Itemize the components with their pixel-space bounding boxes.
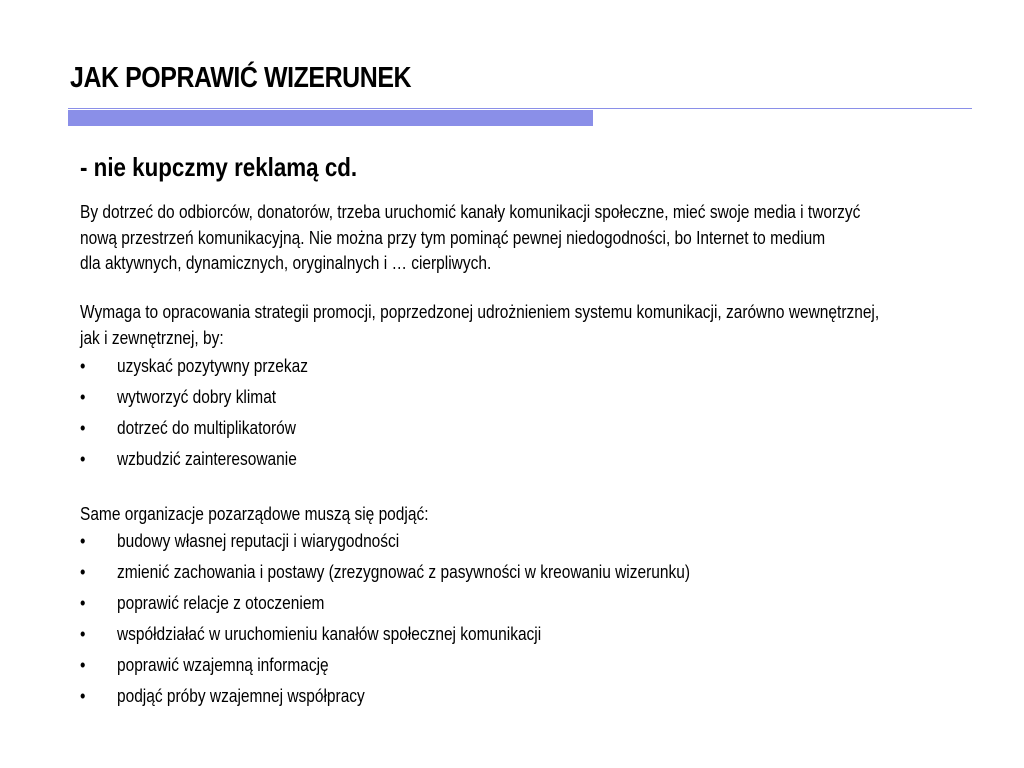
list-item-text: dotrzeć do multiplikatorów <box>116 418 296 438</box>
bullet-icon: • <box>80 449 86 469</box>
slide-title: JAK POPRAWIĆ WIZERUNEK <box>70 62 412 94</box>
list-item <box>80 619 983 650</box>
bullet-icon: • <box>80 624 86 644</box>
paragraph-line: jak i zewnętrznej, by: <box>80 327 224 348</box>
bullet-icon: • <box>80 562 86 582</box>
list-item-text: uzyskać pozytywny przekaz <box>116 356 308 376</box>
bullet-list-actions <box>80 526 983 712</box>
paragraph-ngo <box>80 502 983 528</box>
list-item <box>80 557 983 588</box>
title-accent-bar <box>68 110 593 126</box>
list-item-text: poprawić relacje z otoczeniem <box>116 593 325 613</box>
paragraph-strategy <box>80 300 983 351</box>
paragraph-line: By dotrzeć do odbiorców, donatorów, trzeba uruchomić kanały komunikacji społeczne, mieć swoje media i tworzyć <box>80 202 861 222</box>
bullet-icon: • <box>80 418 86 438</box>
paragraph-line: Wymaga to opracowania strategii promocji, poprzedzonej udrożnieniem systemu komunikacji, zarówno wewnętrznej, <box>80 302 880 322</box>
bullet-icon: • <box>80 356 86 376</box>
paragraph-intro <box>80 200 983 277</box>
paragraph-line: Same organizacje pozarządowe muszą się podjąć: <box>80 504 429 524</box>
list-item <box>80 444 983 475</box>
list-item <box>80 650 983 681</box>
title-underline <box>68 108 972 109</box>
bullet-list-goals <box>80 351 983 475</box>
list-item-text: budowy własnej reputacji i wiarygodności <box>116 531 400 551</box>
list-item-text: podjąć próby wzajemnej współpracy <box>116 686 365 706</box>
list-item-text: współdziałać w uruchomieniu kanałów społecznej komunikacji <box>116 624 542 644</box>
list-item <box>80 351 983 382</box>
list-item <box>80 526 983 557</box>
list-item <box>80 588 983 619</box>
list-item <box>80 681 983 712</box>
paragraph-line: dla aktywnych, dynamicznych, oryginalnych i … cierpliwych. <box>80 253 492 273</box>
bullet-icon: • <box>80 387 86 407</box>
list-item <box>80 382 983 413</box>
bullet-icon: • <box>80 593 86 613</box>
paragraph-line: nową przestrzeń komunikacyjną. Nie można przy tym pominąć pewnej niedogodności, bo Internet to medium <box>80 227 826 248</box>
list-item-text: wzbudzić zainteresowanie <box>116 449 297 469</box>
slide-subtitle: - nie kupczmy reklamą cd. <box>80 152 358 182</box>
bullet-icon: • <box>80 531 86 551</box>
list-item-text: poprawić wzajemną informację <box>116 655 329 675</box>
list-item-text: wytworzyć dobry klimat <box>116 387 277 407</box>
bullet-icon: • <box>80 686 86 706</box>
bullet-icon: • <box>80 655 86 675</box>
list-item <box>80 413 983 444</box>
list-item-text: zmienić zachowania i postawy (zrezygnować z pasywności w kreowaniu wizerunku) <box>116 562 690 582</box>
